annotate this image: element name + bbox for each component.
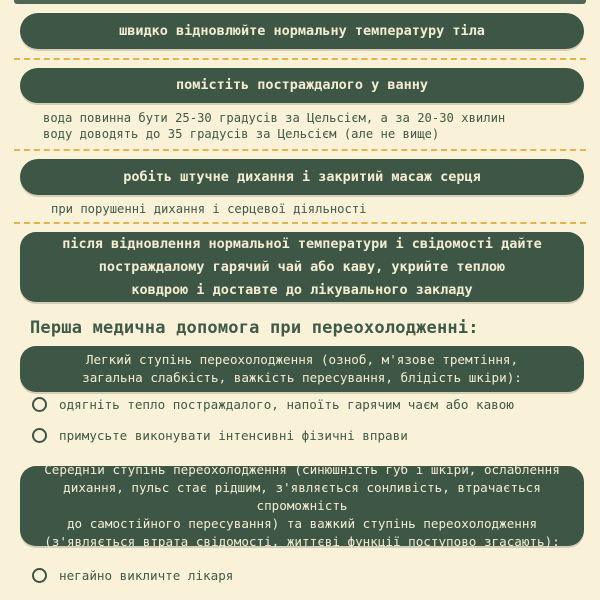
severe-degree-line-2: дихання, пульс стає рідшим, з'являється сонливість, втрачається спроможність: [63, 480, 541, 513]
section-heading: Перша медична допомога при переохолодженні:: [30, 318, 479, 338]
mild-action-1-label: одягніть тепло постраждалого, напоїть гарячим чаєм або кавою: [59, 397, 514, 412]
severe-degree-box: [20, 462, 584, 549]
radio-circle-icon[interactable]: [32, 428, 47, 443]
step-4-line-3: ковдрою і доставте до лікувального закладу: [131, 281, 473, 298]
radio-circle-icon[interactable]: [32, 397, 47, 412]
mild-action-1[interactable]: [32, 397, 514, 412]
mild-degree-box: [20, 346, 584, 392]
divider-1: [14, 58, 586, 60]
step-1-pill: [20, 13, 584, 49]
step-4-line-1: після відновлення нормальної температури і свідомості дайте: [62, 235, 542, 252]
step-4-box: [20, 232, 584, 302]
mild-degree-line-2: загальна слабкість, важкість пересування, блідість шкіри):: [82, 370, 522, 385]
step-2-note-1: вода повинна бути 25-30 градусів за Цельсієм, а за 20-30 хвилин: [43, 111, 506, 125]
mild-degree-line-1: Легкий ступінь переохолодження (озноб, м'язове тремтіння,: [85, 352, 519, 367]
step-2-note-2: воду доводять до 35 градусів за Цельсієм (але не вище): [43, 127, 440, 141]
divider-2: [14, 149, 586, 151]
severe-degree-line-4: (з'являється втрата свідомості, життєві функції поступово згасають):: [44, 534, 560, 549]
severe-degree-line-1: Середній ступінь переохолодження (синюшність губ і шкіри, ослаблення: [44, 462, 560, 477]
step-3-pill: [20, 159, 584, 195]
step-2-title: помістіть постраждалого у ванну: [176, 77, 428, 93]
step-1-title: швидко відновлюйте нормальну температуру тіла: [119, 22, 485, 39]
divider-3: [14, 222, 586, 224]
step-3-title: робіть штучне дихання і закритий масаж серця: [123, 168, 481, 185]
severe-action-1-label: негайно викличте лікаря: [59, 568, 234, 583]
severe-action-1[interactable]: [32, 568, 233, 583]
severe-degree-line-3: до самостійного пересування) та важкий ступінь переохолодження: [66, 516, 538, 531]
step-2-pill: [20, 68, 584, 103]
top-cropped-divider: [14, 0, 586, 4]
mild-action-2-label: примусьте виконувати інтенсивні фізичні вправи: [59, 428, 408, 443]
step-3-note: при порушенні дихання і серцевої діяльності: [51, 202, 367, 216]
mild-action-2[interactable]: [32, 428, 408, 443]
radio-circle-icon[interactable]: [32, 568, 47, 583]
step-4-line-2: постраждалому гарячий чай або каву, укрийте теплою: [98, 258, 506, 275]
